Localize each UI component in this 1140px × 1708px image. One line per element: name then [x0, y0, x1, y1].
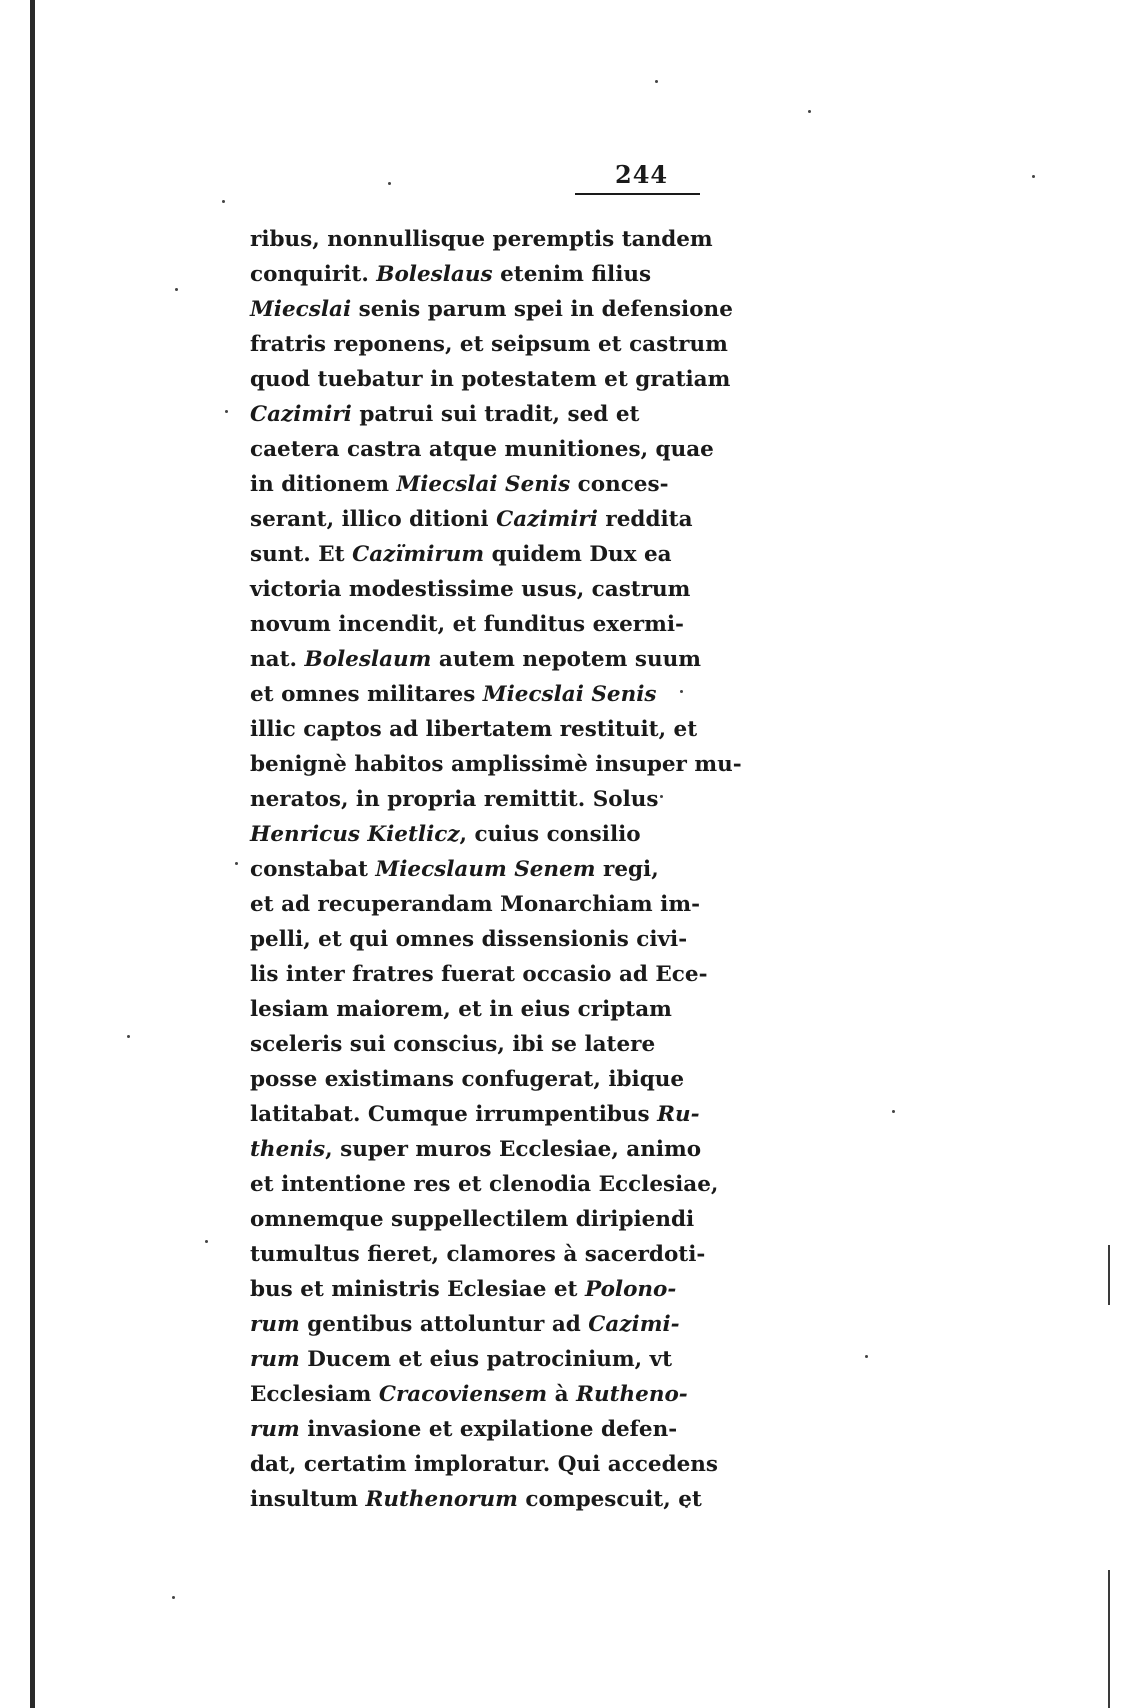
text-line [250, 922, 688, 957]
text-run: gentibus attoluntur ad [299, 1312, 589, 1337]
speck [865, 1355, 868, 1358]
text-run: caetera castra atque munitiones, quae [250, 437, 714, 462]
speck [235, 862, 238, 865]
text-run: etenim filius [492, 262, 652, 287]
italic-name: Polono- [584, 1277, 677, 1302]
text-line [250, 1412, 678, 1447]
header-rule [575, 193, 700, 195]
text-run: pelli, et qui omnes dissensionis civi- [250, 927, 688, 952]
text-run: Ducem et eius patrocinium, vt [299, 1347, 673, 1372]
text-line [250, 362, 731, 397]
speck [127, 1035, 130, 1038]
speck [808, 110, 811, 113]
italic-name: Cazimiri [496, 507, 598, 532]
italic-name: Miecslai Senis [396, 472, 571, 497]
italic-name: Cazïmirum [352, 542, 485, 567]
speck [175, 288, 178, 291]
text-line [250, 1097, 700, 1132]
text-line [250, 782, 659, 817]
text-run: à [547, 1382, 577, 1407]
text-run: ribus, nonnullisque peremptis tandem [250, 227, 713, 252]
italic-name: Miecslaum Senem [375, 857, 596, 882]
text-run: regi, [595, 857, 659, 882]
text-line [250, 1062, 685, 1097]
text-run: conquirit. [250, 262, 377, 287]
text-run: , cuius consilio [459, 822, 641, 847]
speck [892, 1110, 895, 1113]
text-run: in ditionem [250, 472, 397, 497]
speck [172, 1596, 175, 1599]
text-line [250, 957, 708, 992]
text-line [250, 257, 652, 292]
binding-edge [30, 0, 35, 1708]
text-run: victoria modestissime usus, castrum [250, 577, 691, 602]
text-run: sunt. Et [250, 542, 353, 567]
text-line [250, 572, 691, 607]
text-line [250, 1167, 719, 1202]
text-line [250, 747, 742, 782]
speck [680, 690, 683, 693]
text-line [250, 607, 684, 642]
text-run: et ad recuperandam Monarchiam im- [250, 892, 700, 917]
text-line [250, 1202, 695, 1237]
text-line [250, 1237, 706, 1272]
text-line [250, 677, 657, 712]
text-line [250, 502, 693, 537]
text-run: senis parum spei in defensione [351, 297, 733, 322]
text-line [250, 1377, 688, 1412]
text-line [250, 1132, 702, 1167]
text-run: serant, illico ditioni [250, 507, 497, 532]
italic-name: rum [250, 1417, 300, 1442]
text-run: quidem Dux ea [484, 542, 672, 567]
text-line [250, 222, 713, 257]
text-line [250, 292, 733, 327]
italic-name: Cazimiri [250, 402, 352, 427]
italic-name: Cazimi- [588, 1312, 680, 1337]
italic-name: thenis [250, 1137, 326, 1162]
text-line [250, 1447, 719, 1482]
italic-name: Miecslai Senis [482, 682, 657, 707]
text-line [250, 327, 728, 362]
italic-name: Boleslaus [376, 262, 493, 287]
text-line [250, 712, 698, 747]
text-run: nat. [250, 647, 305, 672]
page-number: 244 [615, 160, 669, 189]
italic-name: rum [250, 1347, 300, 1372]
text-run: lesiam maiorem, et in eius criptam [250, 997, 672, 1022]
text-line [250, 1307, 680, 1342]
text-run: neratos, in propria remittit. Solus [250, 787, 659, 812]
text-line [250, 887, 700, 922]
text-line [250, 642, 701, 677]
speck [205, 1240, 208, 1243]
text-run: compescuit, et [517, 1487, 702, 1512]
text-line [250, 992, 672, 1027]
text-run: et intentione res et clenodia Ecclesiae, [250, 1172, 719, 1197]
speck [1032, 175, 1035, 178]
body-text [250, 222, 742, 1517]
text-run: illic captos ad libertatem restituit, et [250, 717, 698, 742]
text-line [250, 432, 714, 467]
text-line [250, 1482, 702, 1517]
italic-name: Ru- [657, 1102, 700, 1127]
speck [655, 80, 658, 83]
speck [660, 795, 663, 798]
text-run: posse existimans confugerat, ibique [250, 1067, 685, 1092]
italic-name: Cracoviensem [378, 1382, 548, 1407]
speck [222, 200, 225, 203]
text-run: latitabat. Cumque irrumpentibus [250, 1102, 658, 1127]
text-line [250, 537, 672, 572]
text-run: bus et ministris Eclesiae et [250, 1277, 585, 1302]
text-line [250, 852, 659, 887]
text-run: Ecclesiam [250, 1382, 379, 1407]
text-run: dat, certatim imploratur. Qui accedens [250, 1452, 719, 1477]
italic-name: Miecslai [250, 297, 352, 322]
text-run: patrui sui tradit, sed et [351, 402, 640, 427]
italic-name: Rutheno- [576, 1382, 688, 1407]
italic-name: Ruthenorum [365, 1487, 518, 1512]
italic-name: rum [250, 1312, 300, 1337]
right-edge-mark-lower [1108, 1570, 1110, 1708]
text-run: autem nepotem suum [431, 647, 701, 672]
text-run: reddita [597, 507, 693, 532]
text-run: , super muros Ecclesiae, animo [325, 1137, 702, 1162]
italic-name: Henricus Kietlicz [250, 822, 460, 847]
text-line [250, 817, 641, 852]
text-run: tumultus fieret, clamores à sacerdoti- [250, 1242, 706, 1267]
speck [225, 410, 228, 413]
text-run: quod tuebatur in potestatem et gratiam [250, 367, 731, 392]
text-run: invasione et expilatione defen- [299, 1417, 678, 1442]
italic-name: Boleslaum [304, 647, 432, 672]
text-run: novum incendit, et funditus exermi- [250, 612, 684, 637]
text-line [250, 1027, 656, 1062]
text-run: benignè habitos amplissimè insuper mu- [250, 752, 742, 777]
text-run: conces- [570, 472, 669, 497]
text-run: omnemque suppellectilem diripiendi [250, 1207, 695, 1232]
text-run: fratris reponens, et seipsum et castrum [250, 332, 728, 357]
text-run: et omnes militares [250, 682, 483, 707]
text-line [250, 467, 669, 502]
text-run: sceleris sui conscius, ibi se latere [250, 1032, 656, 1057]
speck [388, 182, 391, 185]
right-edge-mark-upper [1108, 1245, 1110, 1305]
text-run: lis inter fratres fuerat occasio ad Ece- [250, 962, 708, 987]
text-run: insultum [250, 1487, 366, 1512]
text-run: constabat [250, 857, 376, 882]
text-line [250, 1342, 673, 1377]
text-line [250, 1272, 677, 1307]
text-line [250, 397, 640, 432]
